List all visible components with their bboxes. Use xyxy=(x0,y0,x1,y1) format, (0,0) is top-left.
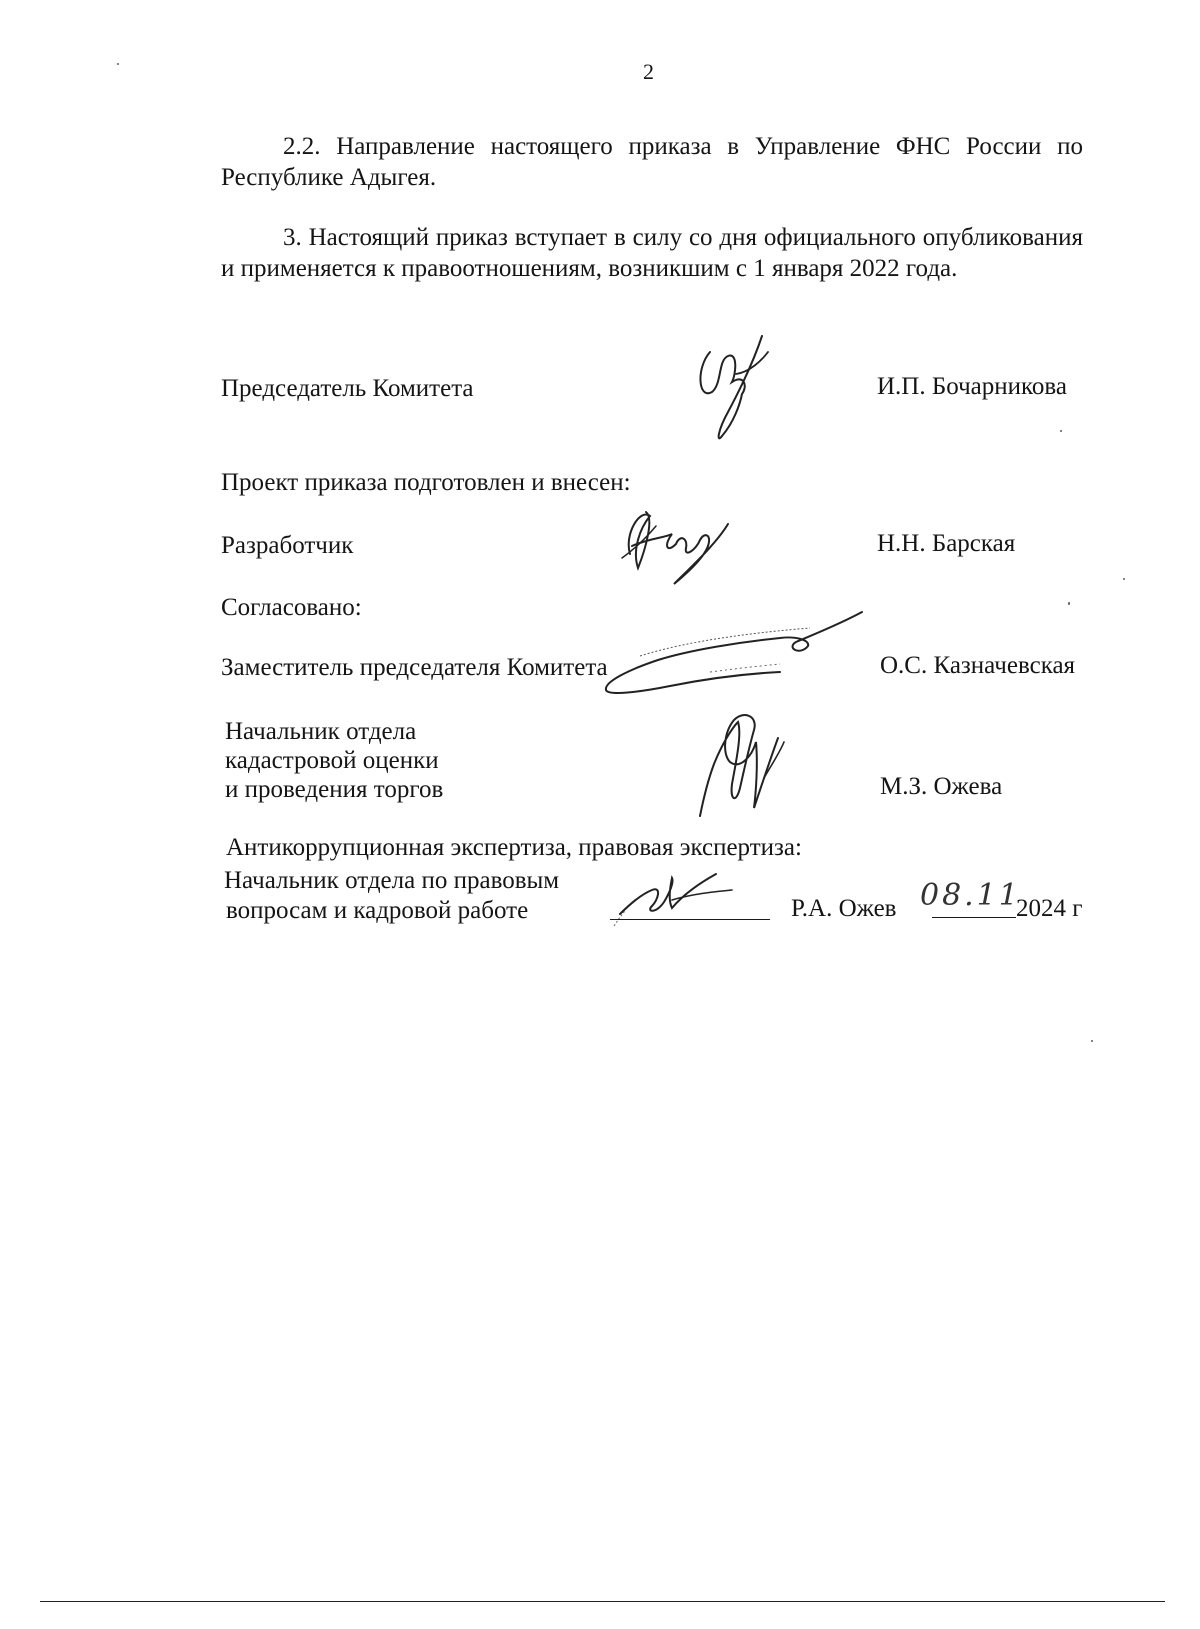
scan-speck xyxy=(1060,430,1062,432)
paragraph-2-2: 2.2. Направление настоящего приказа в Управление ФНС России по Республике Адыгея. xyxy=(221,133,1083,191)
deputy-name: О.С. Казначевская xyxy=(880,652,1076,679)
date-year: 2024 г xyxy=(1016,895,1083,922)
agreed-heading: Согласовано: xyxy=(221,594,362,621)
cadastral-title-line-2: кадастровой оценки xyxy=(225,747,439,774)
scan-speck xyxy=(1068,602,1070,605)
developer-name: Н.Н. Барская xyxy=(877,530,1016,557)
scan-speck xyxy=(1123,578,1125,580)
cadastral-head-signature xyxy=(692,704,802,824)
legal-head-title-line-2: вопросам и кадровой работе xyxy=(226,897,529,924)
expertise-heading: Антикоррупционная экспертиза, правовая экспертиза: xyxy=(226,834,802,861)
cadastral-title-line-1: Начальник отдела xyxy=(225,718,417,745)
legal-head-signature-line xyxy=(610,919,770,920)
scan-speck xyxy=(117,63,119,65)
scan-speck xyxy=(1091,1040,1093,1042)
chairman-signature xyxy=(688,330,798,450)
cadastral-title-line-3: и проведения торгов xyxy=(225,776,444,803)
footer-line xyxy=(40,1601,1165,1602)
developer-title: Разработчик xyxy=(221,532,354,559)
paragraph-3: 3. Настоящий приказ вступает в силу со дня официального опубликования и применяется к правоотношениям, возникшим с 1 января 2022 года. xyxy=(221,224,1083,282)
handwritten-date: 08.11 xyxy=(920,878,1021,913)
cadastral-head-name: М.З. Ожева xyxy=(880,773,1003,800)
chairman-title: Председатель Комитета xyxy=(221,375,474,402)
legal-head-title-line-1: Начальник отдела по правовым xyxy=(224,867,560,894)
chairman-name: И.П. Бочарникова xyxy=(877,373,1067,400)
deputy-signature xyxy=(600,606,880,716)
page-number: 2 xyxy=(643,59,654,84)
date-underline xyxy=(932,917,1016,918)
prepared-heading: Проект приказа подготовлен и внесен: xyxy=(221,469,631,496)
deputy-title: Заместитель председателя Комитета xyxy=(221,654,608,681)
developer-signature xyxy=(616,498,746,588)
legal-head-name: Р.А. Ожев xyxy=(791,895,897,922)
